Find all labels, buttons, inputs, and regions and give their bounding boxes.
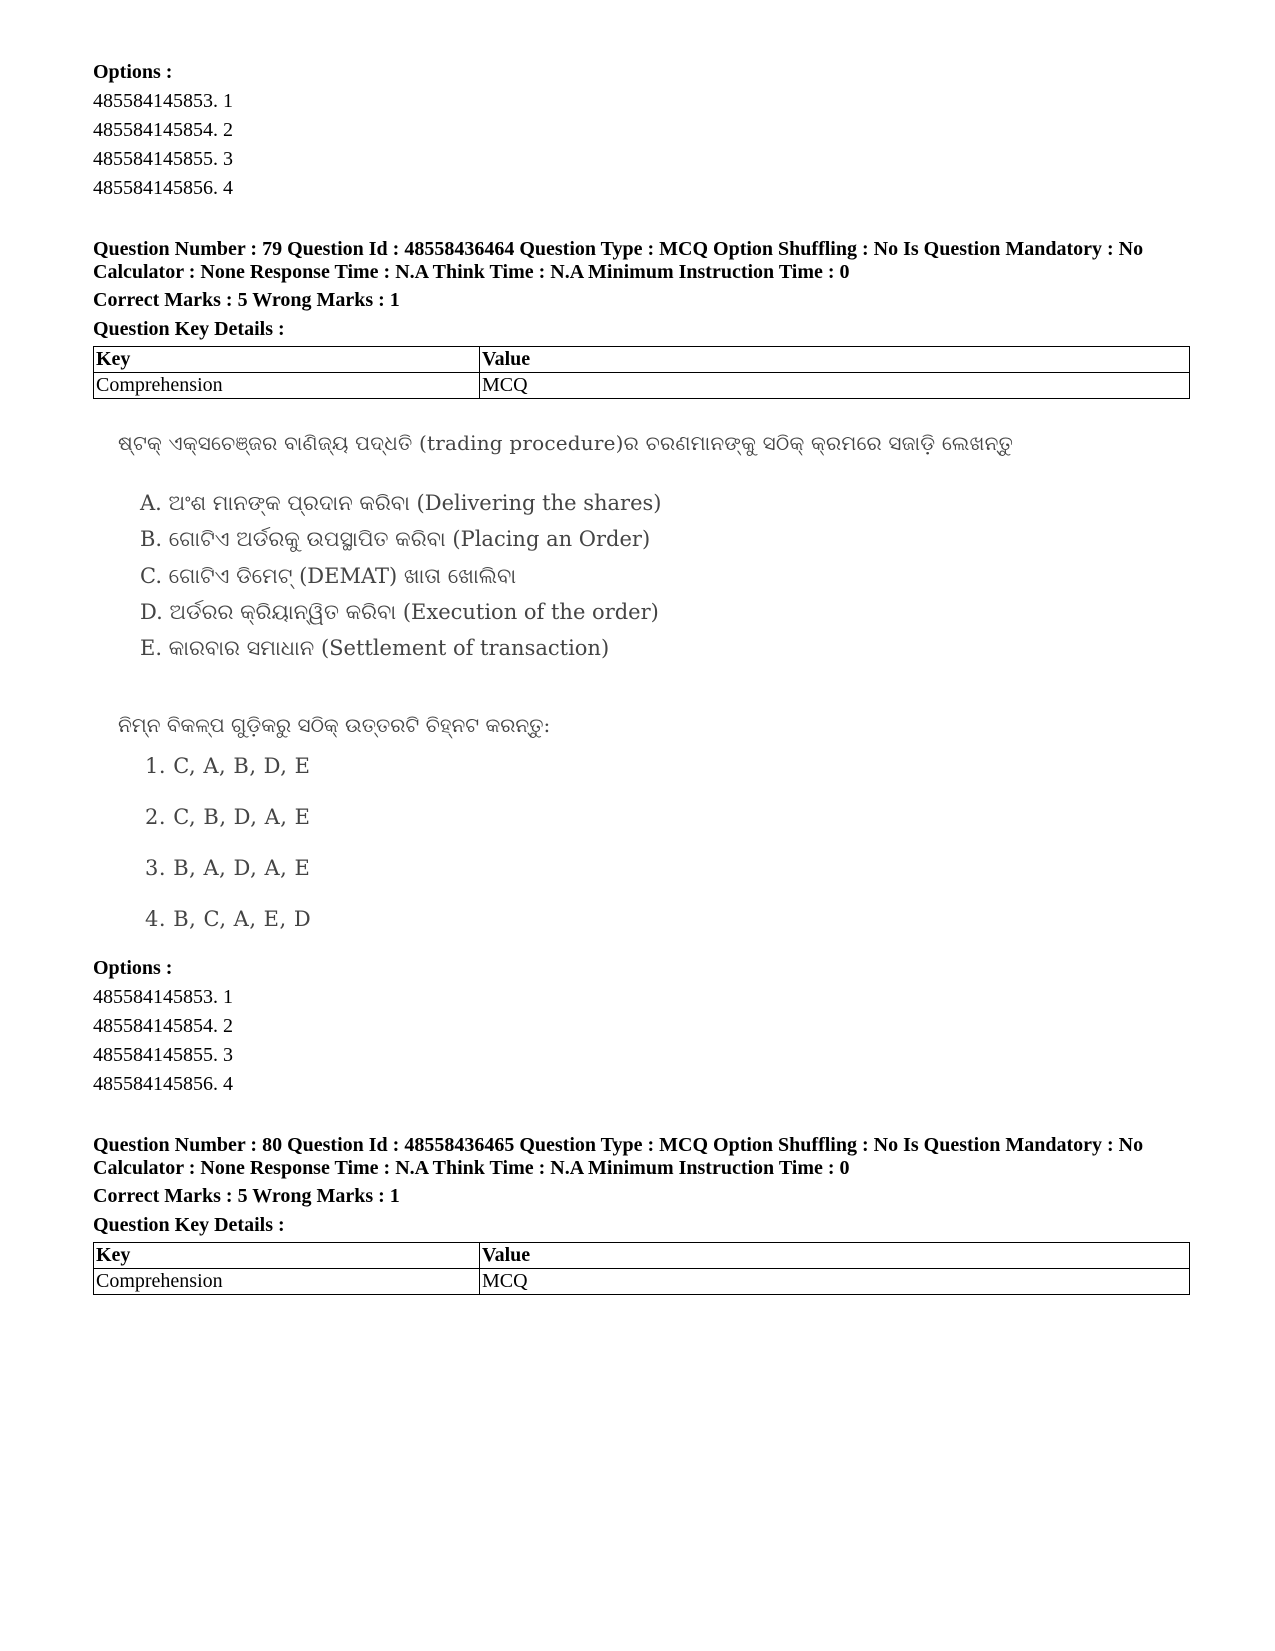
table-header-key: Key (94, 347, 480, 373)
table-header-value: Value (480, 1243, 1190, 1269)
answer-choice: 2. C, B, D, A, E (145, 805, 311, 829)
option-item: 485584145854. 2 (93, 119, 233, 141)
option-item: 485584145854. 2 (93, 1015, 233, 1037)
table-cell-value: MCQ (480, 373, 1190, 399)
question-marks: Correct Marks : 5 Wrong Marks : 1 (93, 289, 400, 311)
question-key-table (93, 346, 1190, 399)
table-header-row (94, 347, 1190, 373)
question-key-table (93, 1242, 1190, 1295)
options-header: Options : (93, 957, 173, 979)
question-image (93, 399, 1190, 954)
table-cell-key: Comprehension (94, 373, 480, 399)
table-cell-key: Comprehension (94, 1269, 480, 1295)
prev-options-section (93, 58, 1190, 203)
table-cell-value: MCQ (480, 1269, 1190, 1295)
question-statement: E. କାରବାର ସମାଧାନ (Settlement of transaction) (140, 636, 610, 660)
question-80 (93, 1134, 1190, 1295)
answer-choice: 4. B, C, A, E, D (145, 907, 312, 931)
option-item: 485584145853. 1 (93, 986, 233, 1008)
option-item: 485584145853. 1 (93, 90, 233, 112)
option-item: 485584145855. 3 (93, 1044, 233, 1066)
table-header-value: Value (480, 347, 1190, 373)
question-meta: Question Number : 79 Question Id : 48558436464 Question Type : MCQ Option Shuffling : No Is Question Mandatory : No Calculator : None Response Time : N.A Think Time : N.A Minimum Instruction Time : 0 (93, 238, 1144, 283)
question-statement: B. ଗୋଟିଏ ଅର୍ଡରକୁ ଉପସ୍ଥାପିତ କରିବା (Placing an Order) (140, 527, 651, 551)
table-header-row (94, 1243, 1190, 1269)
question-key-details-label: Question Key Details : (93, 318, 285, 340)
table-row (94, 1269, 1190, 1295)
question-statement: D. ଅର୍ଡରର କ୍ରିୟାନ୍ୱିତ କରିବା (Execution of the order) (140, 600, 659, 624)
question-79 (93, 238, 1190, 1099)
options-section (93, 954, 1190, 1099)
question-statement: A. ଅଂଶ ମାନଙ୍କ ପ୍ରଦାନ କରିବା (Delivering the shares) (140, 491, 662, 515)
answer-choice: 3. B, A, D, A, E (145, 856, 311, 880)
question-key-details-label: Question Key Details : (93, 1214, 285, 1236)
options-header: Options : (93, 61, 173, 83)
document-page (93, 58, 1190, 1295)
option-item: 485584145855. 3 (93, 148, 233, 170)
question-meta: Question Number : 80 Question Id : 48558436465 Question Type : MCQ Option Shuffling : No Is Question Mandatory : No Calculator : None Response Time : N.A Think Time : N.A Minimum Instruction Time : 0 (93, 1134, 1144, 1179)
option-item: 485584145856. 4 (93, 1073, 233, 1095)
question-instruction: ନିମ୍ନ ବିକଳ୍ପ ଗୁଡ଼ିକରୁ ସଠିକ୍ ଉତ୍ତରଟି ଚିହ୍ନଟ କରନ୍ତୁ: (118, 713, 551, 737)
option-item: 485584145856. 4 (93, 177, 233, 199)
answer-choice: 1. C, A, B, D, E (145, 754, 311, 778)
question-stem: ଷ୍ଟକ୍ ଏକ୍ସଚେଞ୍ଜର ବାଣିଜ୍ୟ ପଦ୍ଧତି (trading procedure)ର ଚରଣମାନଙ୍କୁ ସଠିକ୍ କ୍ରମରେ ସଜାଡ଼ି ଲେଖନ୍ତୁ (118, 431, 1014, 455)
question-marks: Correct Marks : 5 Wrong Marks : 1 (93, 1185, 400, 1207)
table-header-key: Key (94, 1243, 480, 1269)
question-statement: C. ଗୋଟିଏ ଡିମେଟ୍ (DEMAT) ଖାତା ଖୋଲିବା (140, 564, 517, 588)
table-row (94, 373, 1190, 399)
